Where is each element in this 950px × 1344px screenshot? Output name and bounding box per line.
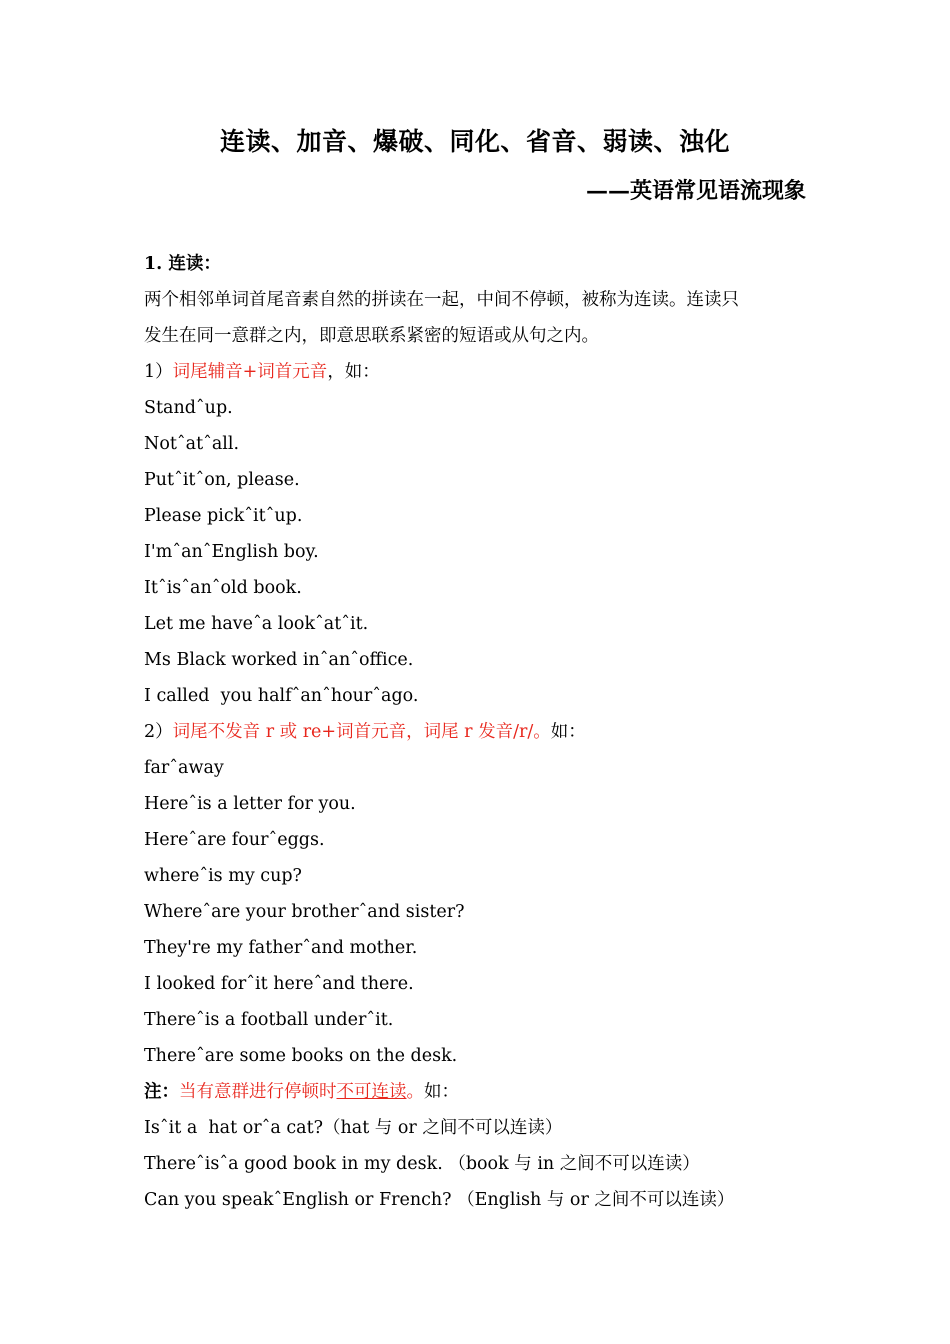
rule-2-suffix: 如： (550, 722, 586, 742)
example-line: I looked forˆit hereˆand there. (144, 974, 414, 994)
note-period: 。 (406, 1082, 424, 1102)
rule-2-number: 2） (144, 722, 173, 742)
example-line: They're my fatherˆand mother. (144, 938, 418, 958)
rule-2-text: 词尾不发音 r 或 re+词首元音，词尾 r 发音/r/。 (172, 722, 551, 742)
example-line: I'mˆanˆEnglish boy. (144, 542, 319, 562)
example-line: whereˆis my cup? (144, 866, 302, 886)
document-subtitle: ——英语常见语流现象 (585, 178, 806, 204)
example-line: Standˆup. (144, 398, 233, 418)
example-line: Thereˆare some books on the desk. (144, 1046, 458, 1066)
rule-1-header (144, 354, 814, 390)
example-line: Can you speakˆEnglish or French? （English 与 or 之间不可以连读） (144, 1190, 735, 1210)
example-line: farˆaway (144, 758, 224, 778)
example-line: Itˆisˆanˆold book. (144, 578, 302, 598)
section-linking (144, 246, 814, 1218)
example-line: Hereˆis a letter for you. (144, 794, 356, 814)
example-line: Hereˆare fourˆeggs. (144, 830, 325, 850)
section-heading: 1. 连读： (144, 254, 221, 274)
rule-1-number: 1） (144, 362, 173, 382)
note-label: 注： (144, 1082, 179, 1102)
example-line: Please pickˆitˆup. (144, 506, 303, 526)
intro-text-line-2: 发生在同一意群之内，即意思联系紧密的短语或从句之内。 (144, 326, 599, 346)
example-line: Notˆatˆall. (144, 434, 240, 454)
example-line: Isˆit a hat orˆa cat?（hat 与 or 之间不可以连读） (144, 1118, 563, 1138)
example-line: Putˆitˆon, please. (144, 470, 300, 490)
example-line: Whereˆare your brotherˆand sister? (144, 902, 465, 922)
example-line: Thereˆis a football underˆit. (144, 1010, 394, 1030)
note-text: 当有意群进行停顿时 (179, 1082, 337, 1102)
example-line: Let me haveˆa lookˆatˆit. (144, 614, 369, 634)
note-emphasis: 不可连读 (336, 1082, 407, 1102)
note-suffix: 如： (424, 1082, 459, 1102)
rule-1-suffix: ，如： (327, 362, 380, 382)
intro-text-line-1: 两个相邻单词首尾音素自然的拼读在一起，中间不停顿，被称为连读。连读只 (144, 290, 739, 310)
note-header (144, 1074, 814, 1110)
rule-2-header (144, 714, 814, 750)
example-line: I called you halfˆanˆhourˆago. (144, 686, 419, 706)
example-line: Ms Black worked inˆanˆoffice. (144, 650, 414, 670)
example-line: Thereˆisˆa good book in my desk. （book 与 in 之间不可以连读） (144, 1154, 700, 1174)
document-title: 连读、加音、爆破、同化、省音、弱读、浊化 (219, 127, 730, 156)
rule-1-text: 词尾辅音+词首元音 (172, 362, 328, 382)
